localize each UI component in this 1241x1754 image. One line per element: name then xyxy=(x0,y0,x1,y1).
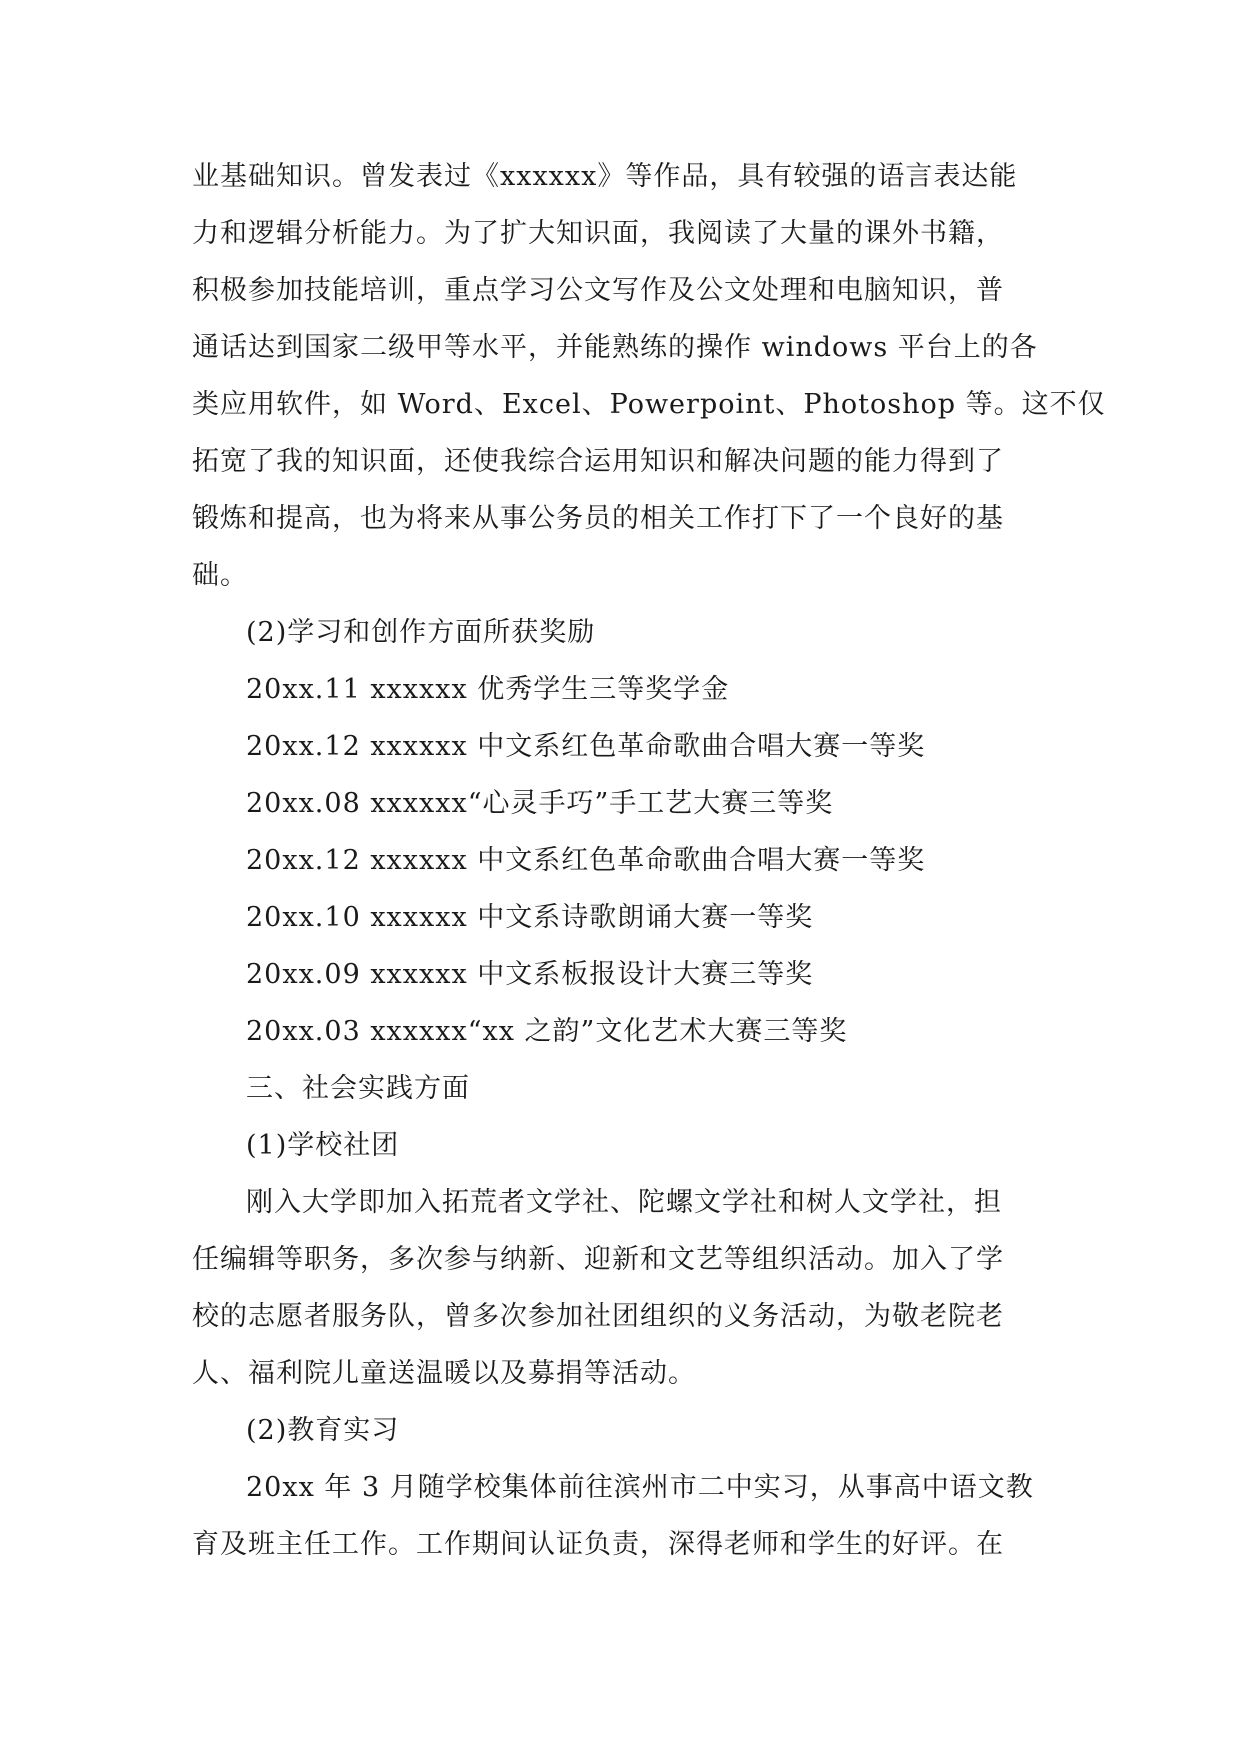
text-line: 人、福利院儿童送温暖以及募捐等活动。 xyxy=(192,1358,696,1389)
award-item: 20xx.09 xxxxxx 中文系板报设计大赛三等奖 xyxy=(246,959,814,990)
internship-heading: (2)教育实习 xyxy=(246,1415,400,1446)
awards-heading: (2)学习和创作方面所获奖励 xyxy=(246,617,596,648)
text-line: 类应用软件，如 Word、Excel、Powerpoint、Photoshop 等。这不仅 xyxy=(192,389,1106,420)
text-line: 力和逻辑分析能力。为了扩大知识面，我阅读了大量的课外书籍， xyxy=(192,218,1004,249)
award-item: 20xx.12 xxxxxx 中文系红色革命歌曲合唱大赛一等奖 xyxy=(246,731,926,762)
text-line: 刚入大学即加入拓荒者文学社、陀螺文学社和树人文学社，担 xyxy=(246,1187,1002,1218)
text-line: 任编辑等职务，多次参与纳新、迎新和文艺等组织活动。加入了学 xyxy=(192,1244,1004,1275)
text-line: 锻炼和提高，也为将来从事公务员的相关工作打下了一个良好的基 xyxy=(192,503,1004,534)
text-line: 育及班主任工作。工作期间认证负责，深得老师和学生的好评。在 xyxy=(192,1529,1004,1560)
text-line: 积极参加技能培训，重点学习公文写作及公文处理和电脑知识，普 xyxy=(192,275,1004,306)
award-item: 20xx.12 xxxxxx 中文系红色革命歌曲合唱大赛一等奖 xyxy=(246,845,926,876)
award-item: 20xx.11 xxxxxx 优秀学生三等奖学金 xyxy=(246,674,730,705)
section-heading: 三、社会实践方面 xyxy=(246,1073,470,1104)
text-line: 业基础知识。曾发表过《xxxxxx》等作品，具有较强的语言表达能 xyxy=(192,161,1018,192)
text-line: 通话达到国家二级甲等水平，并能熟练的操作 windows 平台上的各 xyxy=(192,332,1038,363)
text-line: 拓宽了我的知识面，还使我综合运用知识和解决问题的能力得到了 xyxy=(192,446,1004,477)
text-line: 20xx 年 3 月随学校集体前往滨州市二中实习，从事高中语文教 xyxy=(246,1472,1034,1503)
text-line: 校的志愿者服务队，曾多次参加社团组织的义务活动，为敬老院老 xyxy=(192,1301,1004,1332)
award-item: 20xx.08 xxxxxx“心灵手巧”手工艺大赛三等奖 xyxy=(246,788,834,819)
award-item: 20xx.03 xxxxxx“xx 之韵”文化艺术大赛三等奖 xyxy=(246,1016,848,1047)
text-line: 础。 xyxy=(192,560,248,591)
document-body xyxy=(192,148,1106,1573)
award-item: 20xx.10 xxxxxx 中文系诗歌朗诵大赛一等奖 xyxy=(246,902,814,933)
club-heading: (1)学校社团 xyxy=(246,1130,400,1161)
